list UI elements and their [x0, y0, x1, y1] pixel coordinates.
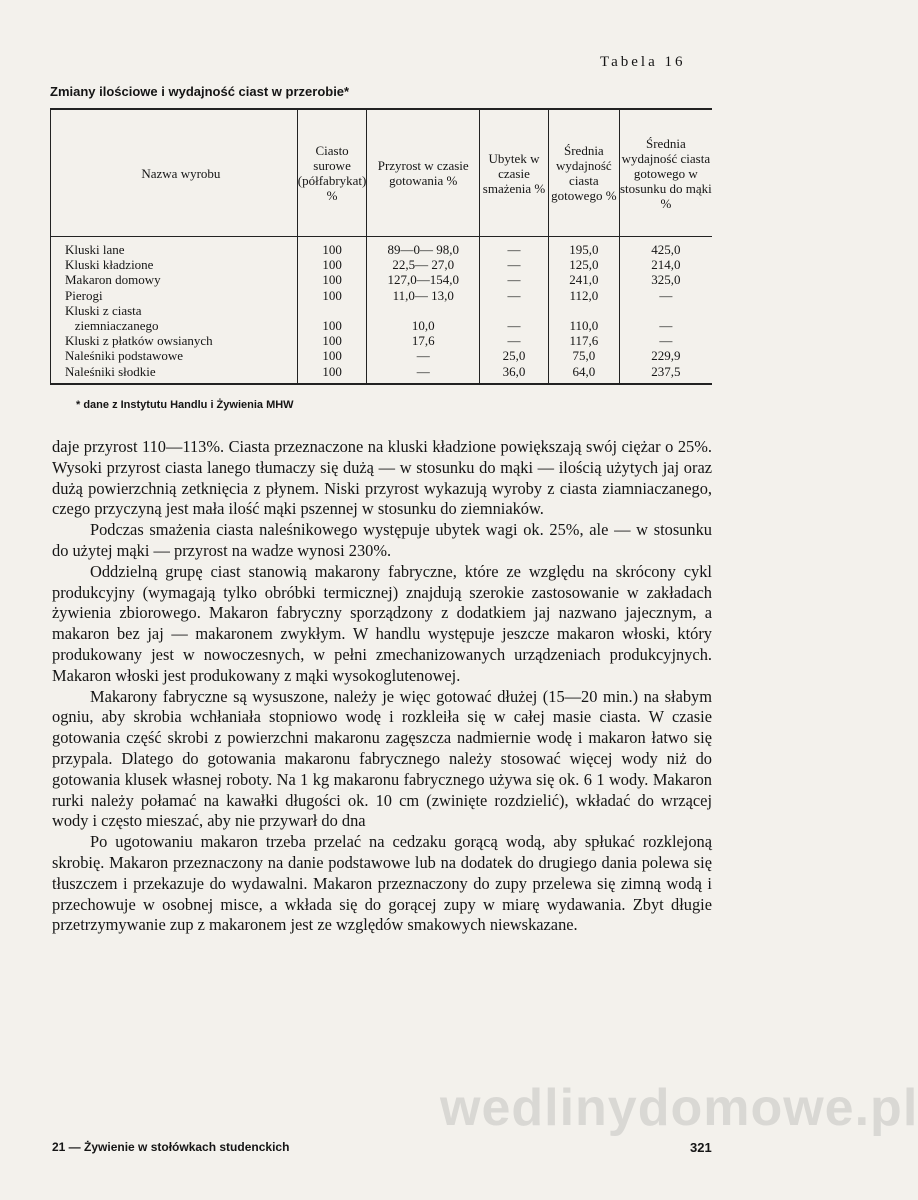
table-cell-wyd: 229,9	[619, 348, 712, 363]
watermark: wedlinydomowe.pl	[440, 1079, 918, 1137]
paragraph: Po ugotowaniu makaron trzeba przelać na cedzaku gorącą wodą, aby spłukać rozklejoną skrobię. Makaron przeznaczony na danie podstawowe lub na dodatek do drugiego dania polewa się tłuszczem i przekazuje do wydawalni. Makaron przeznaczony do zupy przelewa się zimną wodą i przechowuje w osobnej misce, a wkłada się do gorącej zupy w miarę wydawania. Zbyt długie przetrzymywanie zup z makaronem jest ze względów smakowych niewskazane.	[52, 832, 712, 935]
table-row	[51, 364, 713, 384]
table-cell-przyrost: 127,0—154,0	[367, 272, 480, 287]
table-cell-przyrost: 22,5— 27,0	[367, 257, 480, 272]
table-cell-ubytek: —	[480, 288, 549, 303]
table-cell-srednia: 112,0	[548, 288, 619, 303]
table-cell-wyd	[619, 303, 712, 318]
table-header-row	[51, 109, 713, 237]
paragraph: Oddzielną grupę ciast stanowią makarony fabryczne, które ze względu na skrócony cykl produkcyjny (wymagają tylko obróbki termicznej) znajdują szerokie zastosowanie w zakładach żywienia zbiorowego. Makaron fabryczny sporządzony z dodatkiem jaj nazwano jajecznym, a makaron bez jaj — makaronem zwykłym. W handlu występuje jeszcze makaron włoski, który produkowany jest w nowoczesnych, w pełni zmechanizowanych urządzeniach produkcyjnych. Makaron włoski jest produkowany z mąki wysokoglutenowej.	[52, 561, 712, 685]
table-cell-name: Kluski kładzione	[51, 257, 298, 272]
header-surowe: Ciasto surowe (półfabrykat) %	[297, 109, 367, 237]
paragraph: daje przyrost 110—113%. Ciasta przeznaczone na kluski kładzione powiększają swój ciężar o 25%. Wysoki przyrost ciasta lanego tłumaczy się dużą — w stosunku do mąki — ilością użytych jaj oraz dużą powierzchnią zetknięcia z płynem. Niski przyrost wykazują wyroby z ciasta ziamniaczanego, czego przyczyną jest mała ilość mąki pszennej w stosunku do ziemniaków.	[52, 437, 712, 519]
table-cell-name: Pierogi	[51, 288, 298, 303]
table-row	[51, 303, 713, 318]
table-cell-ubytek: 25,0	[480, 348, 549, 363]
table-cell-przyrost: 11,0— 13,0	[367, 288, 480, 303]
table-caption: Zmiany ilościowe i wydajność ciast w przerobie*	[50, 84, 350, 99]
paragraph: Podczas smażenia ciasta naleśnikowego występuje ubytek wagi ok. 25%, ale — w stosunku do użytej mąki — przyrost na wadze wynosi 230%.	[52, 520, 712, 560]
table-cell-srednia	[548, 303, 619, 318]
table-cell-srednia: 195,0	[548, 237, 619, 258]
table-cell-name: Naleśniki podstawowe	[51, 348, 298, 363]
running-footer: 21 — Żywienie w stołówkach studenckich	[52, 1140, 290, 1154]
table-cell-przyrost: 17,6	[367, 333, 480, 348]
table-cell-name: Kluski z płatków owsianych	[51, 333, 298, 348]
table-cell-przyrost: —	[367, 364, 480, 384]
table-cell-name: Kluski z ciasta	[51, 303, 298, 318]
table-cell-name: Naleśniki słodkie	[51, 364, 298, 384]
table-row	[51, 237, 713, 258]
table-cell-srednia: 64,0	[548, 364, 619, 384]
header-wydajnosc-maka: Średnia wydajność ciasta gotowego w stosunku do mąki %	[619, 109, 712, 237]
table-cell-surowe: 100	[297, 348, 367, 363]
table-row	[51, 348, 713, 363]
table-row	[51, 318, 713, 333]
table-cell-wyd: 425,0	[619, 237, 712, 258]
table-cell-wyd: 214,0	[619, 257, 712, 272]
table-cell-name: ziemniaczanego	[51, 318, 298, 333]
table-cell-ubytek: —	[480, 333, 549, 348]
table-cell-wyd: 325,0	[619, 272, 712, 287]
table-cell-surowe: 100	[297, 288, 367, 303]
table-cell-ubytek	[480, 303, 549, 318]
table-cell-srednia: 110,0	[548, 318, 619, 333]
table-cell-surowe: 100	[297, 318, 367, 333]
table-cell-srednia: 75,0	[548, 348, 619, 363]
table-cell-surowe: 100	[297, 237, 367, 258]
table-row	[51, 333, 713, 348]
table-cell-surowe: 100	[297, 257, 367, 272]
table-cell-name: Makaron domowy	[51, 272, 298, 287]
table-cell-przyrost: —	[367, 348, 480, 363]
table-cell-srednia: 125,0	[548, 257, 619, 272]
table-row	[51, 272, 713, 287]
table-number-label: Tabela 16	[600, 54, 686, 70]
table-cell-ubytek: —	[480, 257, 549, 272]
header-nazwa: Nazwa wyrobu	[51, 109, 298, 237]
table-row	[51, 257, 713, 272]
table-cell-wyd: —	[619, 333, 712, 348]
body-text	[52, 437, 712, 936]
table-cell-surowe: 100	[297, 364, 367, 384]
header-ubytek: Ubytek w czasie smażenia %	[480, 109, 549, 237]
table-cell-srednia: 241,0	[548, 272, 619, 287]
header-przyrost: Przyrost w czasie gotowania %	[367, 109, 480, 237]
table-cell-srednia: 117,6	[548, 333, 619, 348]
table-cell-ubytek: 36,0	[480, 364, 549, 384]
table-cell-wyd: —	[619, 288, 712, 303]
page-number: 321	[690, 1140, 712, 1155]
data-table	[50, 108, 712, 385]
table-cell-ubytek: —	[480, 237, 549, 258]
header-srednia: Średnia wydajność ciasta gotowego %	[548, 109, 619, 237]
table-cell-surowe: 100	[297, 272, 367, 287]
table-cell-przyrost: 89—0— 98,0	[367, 237, 480, 258]
table-cell-przyrost	[367, 303, 480, 318]
table-cell-wyd: —	[619, 318, 712, 333]
table-cell-surowe: 100	[297, 333, 367, 348]
table-cell-wyd: 237,5	[619, 364, 712, 384]
table-cell-name: Kluski lane	[51, 237, 298, 258]
table-cell-ubytek: —	[480, 272, 549, 287]
paragraph: Makarony fabryczne są wysuszone, należy je więc gotować dłużej (15—20 min.) na słabym ogniu, aby skrobia wchłaniała stopniowo wodę i rozkleiła się w całej masie ciasta. W czasie gotowania część skrobi z powierzchni makaronu zagęszcza nadmiernie wodę i makaron łatwo się przypala. Dlatego do gotowania makaronu fabrycznego należy stosować więcej wody niż do gotowania klusek własnej roboty. Na 1 kg makaronu fabrycznego używa się ok. 6 1 wody. Makaron rurki należy połamać na kawałki długości ok. 10 cm (zwinięte rozdzielić), wkładać do wrzącej wody i często mieszać, aby nie przywarł do dna	[52, 686, 712, 831]
table-cell-surowe	[297, 303, 367, 318]
table-cell-przyrost: 10,0	[367, 318, 480, 333]
table-footnote: * dane z Instytutu Handlu i Żywienia MHW	[76, 399, 294, 411]
table-cell-ubytek: —	[480, 318, 549, 333]
table-row	[51, 288, 713, 303]
